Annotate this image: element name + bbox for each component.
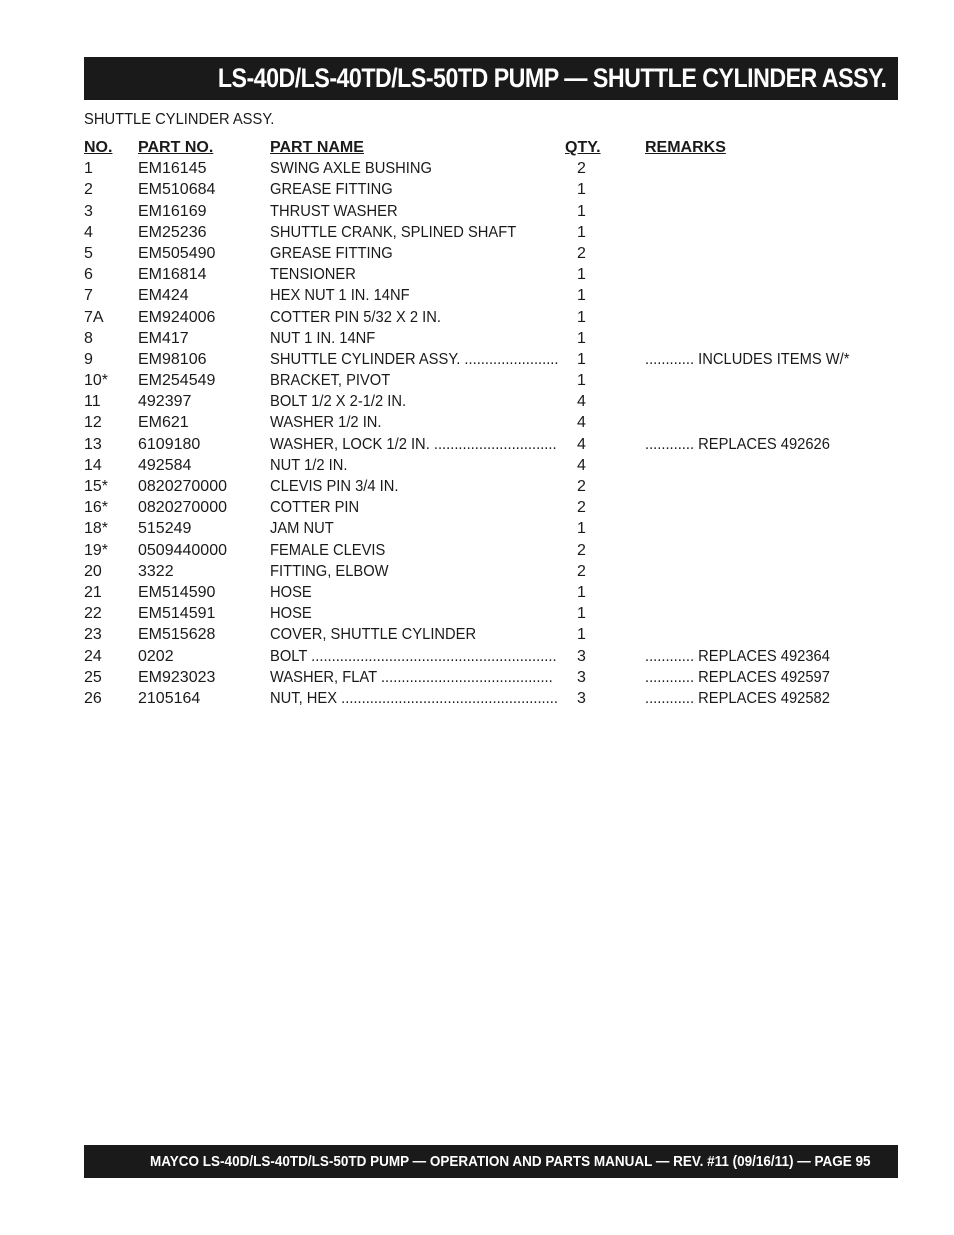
part-number: 6109180 [138, 435, 201, 453]
table-row [84, 455, 844, 476]
part-name: SHUTTLE CRANK, SPLINED SHAFT [270, 223, 517, 241]
table-row [84, 370, 844, 391]
part-number-index: 25 [84, 668, 102, 686]
page-title: LS-40D/LS-40TD/LS-50TD PUMP — SHUTTLE CYLINDER ASSY. [217, 63, 886, 93]
part-qty: 1 [577, 626, 586, 644]
part-qty: 2 [577, 244, 586, 262]
part-number-index: 7 [84, 287, 93, 305]
table-row [84, 222, 844, 243]
column-header-remarks: REMARKS [645, 139, 726, 156]
part-number-index: 26 [84, 689, 102, 707]
part-qty: 4 [577, 393, 586, 411]
part-number: 492397 [138, 393, 192, 411]
part-name: HOSE [270, 605, 312, 623]
column-header-part-no: PART NO. [138, 139, 214, 156]
part-number-index: 7A [84, 308, 104, 326]
table-row [84, 412, 844, 433]
part-name: JAM NUT [270, 520, 334, 538]
parts-table-header [84, 137, 844, 158]
part-qty: 1 [577, 605, 586, 623]
part-number-index: 24 [84, 647, 102, 665]
part-number-index: 8 [84, 329, 93, 347]
part-qty: 1 [577, 181, 586, 199]
table-row [84, 688, 844, 709]
table-row [84, 497, 844, 518]
part-number: EM924006 [138, 308, 216, 326]
part-number: EM515628 [138, 626, 216, 644]
table-row [84, 328, 844, 349]
part-number: 0202 [138, 647, 174, 665]
part-name: BRACKET, PIVOT [270, 372, 391, 390]
part-number-index: 23 [84, 626, 102, 644]
table-row [84, 582, 844, 603]
part-qty: 1 [577, 223, 586, 241]
part-qty: 1 [577, 350, 586, 368]
part-qty: 1 [577, 329, 586, 347]
table-row [84, 201, 844, 222]
part-number: 515249 [138, 520, 192, 538]
table-row [84, 158, 844, 179]
parts-table-body [84, 158, 850, 709]
part-qty: 1 [577, 583, 586, 601]
table-row [84, 285, 844, 306]
part-name: WASHER, LOCK 1/2 IN. .............................. [270, 435, 557, 453]
section-title: SHUTTLE CYLINDER ASSY. [84, 111, 275, 128]
part-number: EM98106 [138, 350, 207, 368]
part-number-index: 21 [84, 583, 102, 601]
part-number: 3322 [138, 562, 174, 580]
table-row [84, 243, 844, 264]
part-remarks: ............ REPLACES 492597 [645, 668, 830, 686]
column-header-qty: QTY. [565, 139, 601, 156]
part-number-index: 9 [84, 350, 93, 368]
part-number-index: 18* [84, 520, 109, 538]
part-qty: 3 [577, 689, 586, 707]
page-footer-bar [84, 1145, 898, 1178]
part-qty: 4 [577, 414, 586, 432]
table-row [84, 624, 844, 645]
part-qty: 1 [577, 308, 586, 326]
part-number-index: 5 [84, 244, 93, 262]
part-number-index: 11 [84, 393, 101, 411]
part-number-index: 4 [84, 223, 93, 241]
part-number: 2105164 [138, 689, 201, 707]
part-number: EM923023 [138, 668, 216, 686]
table-row [84, 434, 844, 455]
part-name: WASHER 1/2 IN. [270, 414, 382, 432]
part-number-index: 14 [84, 456, 102, 474]
part-number-index: 12 [84, 414, 102, 432]
column-header-part-name: PART NAME [270, 139, 364, 156]
part-number: EM16814 [138, 266, 207, 284]
page-header-bar [84, 57, 898, 100]
part-name: WASHER, FLAT .......................................... [270, 668, 553, 686]
part-number: 492584 [138, 456, 192, 474]
column-header-no: NO. [84, 139, 113, 156]
part-number-index: 2 [84, 181, 93, 199]
part-number-index: 22 [84, 605, 102, 623]
table-row [84, 540, 844, 561]
part-number: EM424 [138, 287, 189, 305]
part-qty: 3 [577, 647, 586, 665]
part-name: FITTING, ELBOW [270, 562, 389, 580]
part-number: EM621 [138, 414, 189, 432]
table-row [84, 307, 844, 328]
part-qty: 3 [577, 668, 586, 686]
part-number: EM25236 [138, 223, 207, 241]
part-name: COVER, SHUTTLE CYLINDER [270, 626, 477, 644]
table-row [84, 476, 844, 497]
part-name: HOSE [270, 583, 312, 601]
part-name: SHUTTLE CYLINDER ASSY. ....................... [270, 350, 559, 368]
part-number-index: 10* [84, 372, 109, 390]
part-number: 0820270000 [138, 499, 227, 517]
part-number: EM505490 [138, 244, 216, 262]
part-number: EM417 [138, 329, 189, 347]
table-row [84, 646, 844, 667]
part-name: THRUST WASHER [270, 202, 398, 220]
part-number-index: 20 [84, 562, 102, 580]
part-qty: 1 [577, 520, 586, 538]
part-name: TENSIONER [270, 266, 356, 284]
table-row [84, 349, 850, 370]
part-name: GREASE FITTING [270, 181, 393, 199]
footer-text: MAYCO LS-40D/LS-40TD/LS-50TD PUMP — OPERATION AND PARTS MANUAL — REV. #11 (09/16/11) — PAGE 95 [149, 1153, 870, 1170]
part-number: 0509440000 [138, 541, 227, 559]
part-qty: 4 [577, 456, 586, 474]
part-qty: 1 [577, 266, 586, 284]
part-number: 0820270000 [138, 478, 227, 495]
part-number: EM514590 [138, 583, 216, 601]
part-number-index: 15* [84, 478, 109, 495]
table-row [84, 264, 844, 285]
part-number: EM514591 [138, 605, 216, 623]
part-remarks: ............ INCLUDES ITEMS W/* [645, 350, 850, 368]
part-qty: 1 [577, 202, 586, 220]
part-qty: 2 [577, 160, 586, 178]
part-qty: 4 [577, 435, 586, 453]
part-number-index: 19* [84, 541, 109, 559]
part-name: SWING AXLE BUSHING [270, 160, 432, 178]
part-name: BOLT ............................................................ [270, 647, 557, 665]
part-qty: 2 [577, 541, 586, 559]
table-row [84, 179, 844, 200]
part-name: HEX NUT 1 IN. 14NF [270, 287, 410, 305]
part-remarks: ............ REPLACES 492626 [645, 435, 830, 453]
part-name: CLEVIS PIN 3/4 IN. [270, 478, 399, 495]
part-name: BOLT 1/2 X 2-1/2 IN. [270, 393, 407, 411]
table-row [84, 667, 844, 688]
table-row [84, 391, 844, 412]
part-number-index: 1 [84, 160, 93, 178]
part-name: FEMALE CLEVIS [270, 541, 386, 559]
table-row [84, 561, 844, 582]
part-qty: 2 [577, 499, 586, 517]
part-qty: 2 [577, 478, 586, 495]
part-name: NUT, HEX ..................................................... [270, 689, 558, 707]
part-name: GREASE FITTING [270, 244, 393, 262]
table-row [84, 603, 844, 624]
part-name: COTTER PIN 5/32 X 2 IN. [270, 308, 441, 326]
parts-table [84, 137, 850, 709]
part-name: COTTER PIN [270, 499, 360, 517]
part-number: EM510684 [138, 181, 216, 199]
part-number-index: 16* [84, 499, 109, 517]
part-remarks: ............ REPLACES 492582 [645, 689, 830, 707]
part-qty: 1 [577, 372, 586, 390]
table-row [84, 518, 844, 539]
part-number-index: 3 [84, 202, 93, 220]
part-number: EM16145 [138, 160, 207, 178]
part-name: NUT 1 IN. 14NF [270, 329, 376, 347]
part-name: NUT 1/2 IN. [270, 456, 348, 474]
part-remarks: ............ REPLACES 492364 [645, 647, 830, 665]
part-qty: 1 [577, 287, 586, 305]
part-qty: 2 [577, 562, 586, 580]
part-number-index: 13 [84, 435, 102, 453]
part-number: EM254549 [138, 372, 216, 390]
part-number: EM16169 [138, 202, 207, 220]
part-number-index: 6 [84, 266, 93, 284]
